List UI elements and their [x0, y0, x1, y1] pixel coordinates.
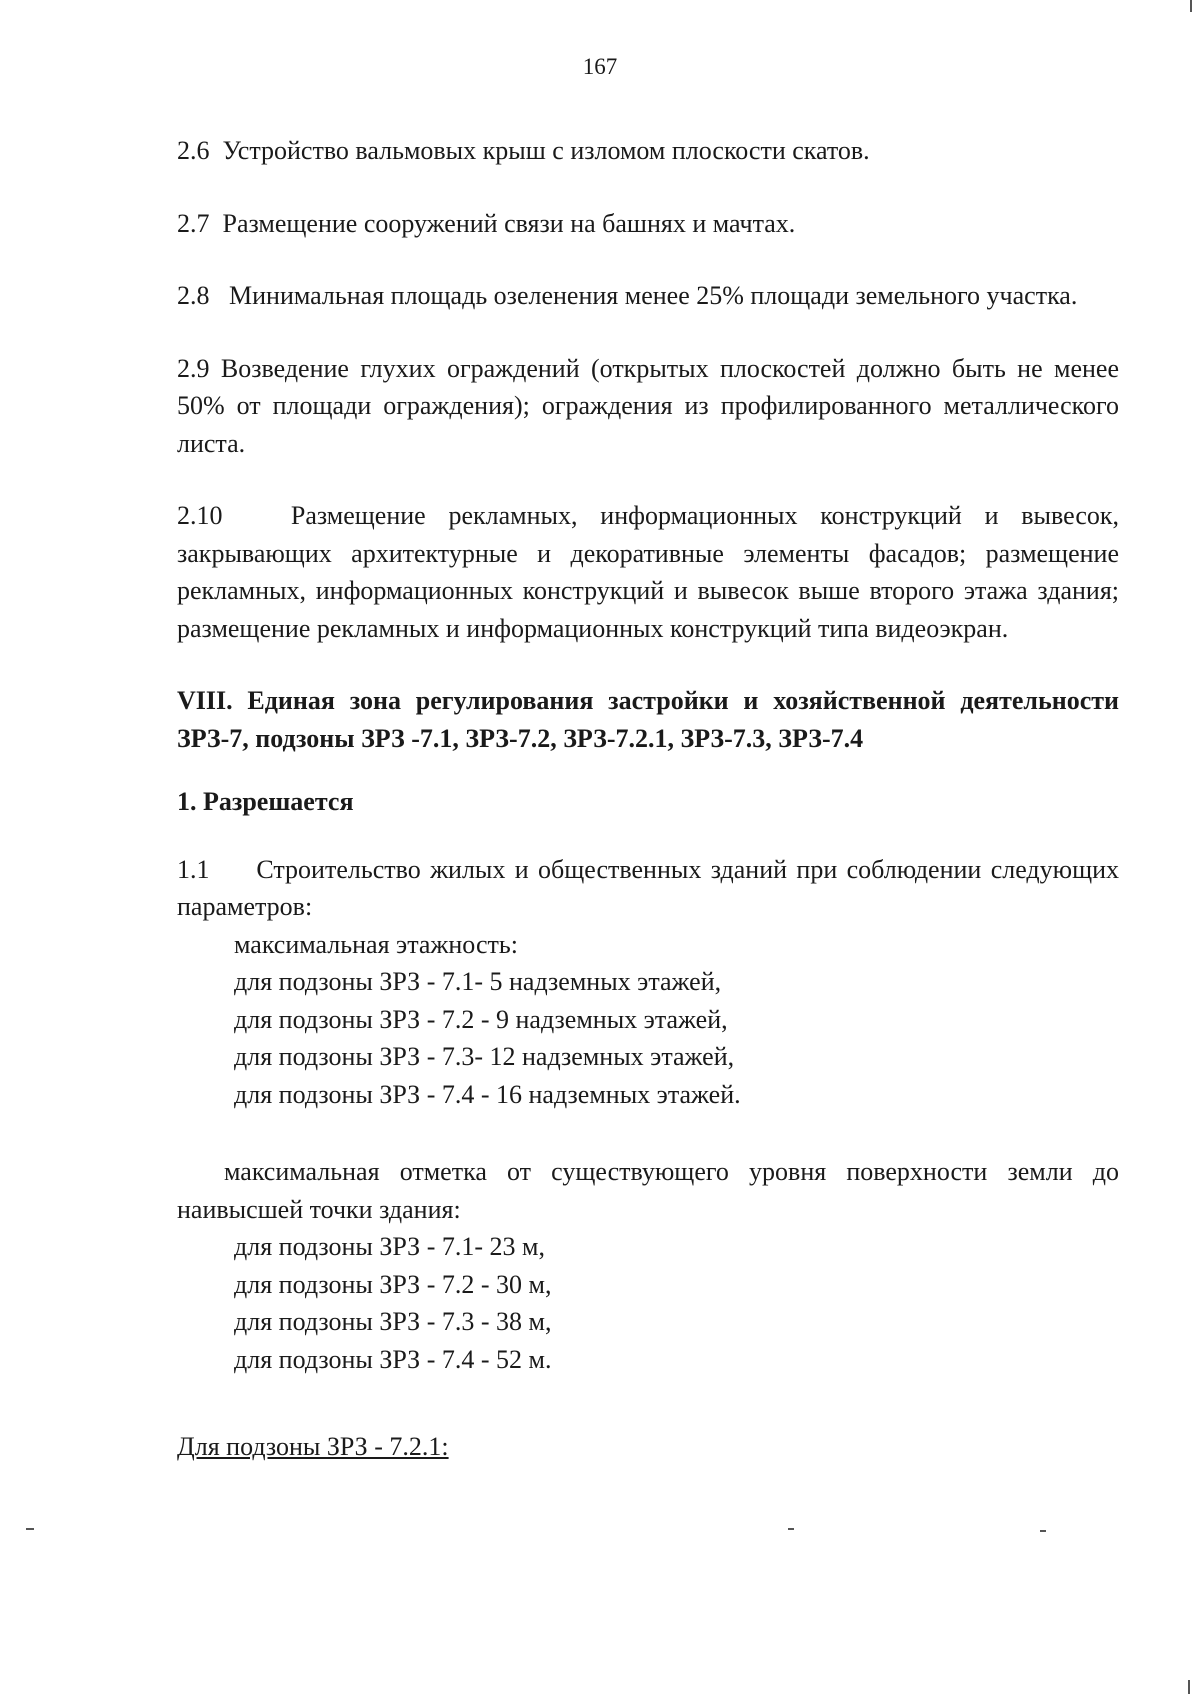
item-text: Размещение рекламных, информационных конструкций и вывесок, закрывающих архитектурные и декоративные элементы фасадов; размещение рекламных, информационных конструкций и вывесок выше второго этажа здания; размещение рекламных и информационных конструкций типа видеоэкран.	[177, 501, 1120, 643]
section-heading: VIII. Единая зона регулирования застройки и хозяйственной деятельности ЗРЗ-7, подзоны ЗРЗ -7.1, ЗРЗ-7.2, ЗРЗ-7.2.1, ЗРЗ-7.3, ЗРЗ-7.4	[177, 686, 1119, 753]
list-item: для подзоны ЗРЗ - 7.1- 23 м,	[234, 1232, 545, 1261]
document-body	[177, 132, 1119, 1466]
height-title: максимальная отметка от существующего уровня поверхности земли до наивысшей точки здания:	[177, 1157, 1119, 1224]
item-number: 2.7	[177, 208, 210, 238]
item-2-10	[177, 497, 1119, 647]
item-number: 2.6	[177, 136, 210, 165]
list-item: для подзоны ЗРЗ - 7.4 - 52 м.	[234, 1344, 552, 1374]
scan-artifact	[1040, 1530, 1046, 1532]
item-2-7	[177, 205, 1119, 243]
item-number: 2.8	[177, 281, 210, 310]
item-number: 2.10	[177, 501, 223, 530]
item-text: Строительство жилых и общественных зданий при соблюдении следующих параметров:	[177, 854, 1120, 921]
item-text: Минимальная площадь озеленения менее 25% площади земельного участка.	[229, 281, 1078, 310]
scan-artifact	[1190, 0, 1192, 12]
floors-title: максимальная этажность:	[234, 929, 518, 959]
page-number: 167	[582, 54, 618, 79]
section-subheading: 1. Разрешается	[177, 787, 354, 816]
subzone-label: Для подзоны ЗРЗ - 7.2.1:	[177, 1432, 449, 1461]
list-item: для подзоны ЗРЗ - 7.4 - 16 надземных этажей.	[234, 1079, 741, 1109]
item-text: Возведение глухих ограждений (открытых плоскостей должно быть не менее 50% от площади ограждения); ограждения из профилированного металлического листа.	[177, 353, 1119, 458]
list-item: для подзоны ЗРЗ - 7.3 - 38 м,	[234, 1307, 552, 1336]
item-2-8	[177, 277, 1119, 315]
list-item: для подзоны ЗРЗ - 7.2 - 30 м,	[234, 1269, 552, 1299]
item-2-6	[177, 132, 1119, 170]
scan-artifact	[1188, 1680, 1190, 1694]
floors-list	[177, 926, 1119, 1114]
item-number: 1.1	[177, 854, 210, 884]
item-1-1	[177, 851, 1119, 926]
heights-list	[177, 1228, 1119, 1378]
list-item: для подзоны ЗРЗ - 7.3- 12 надземных этажей,	[234, 1042, 735, 1071]
item-2-9	[177, 350, 1119, 463]
scan-artifact	[788, 1528, 794, 1530]
item-text: Размещение сооружений связи на башнях и мачтах.	[222, 208, 796, 238]
item-text: Устройство вальмовых крыш с изломом плоскости скатов.	[222, 136, 870, 165]
item-number: 2.9	[177, 353, 210, 383]
list-item: для подзоны ЗРЗ - 7.1- 5 надземных этажей,	[234, 967, 722, 996]
scan-artifact	[26, 1528, 34, 1530]
list-item: для подзоны ЗРЗ - 7.2 - 9 надземных этажей,	[234, 1004, 728, 1034]
